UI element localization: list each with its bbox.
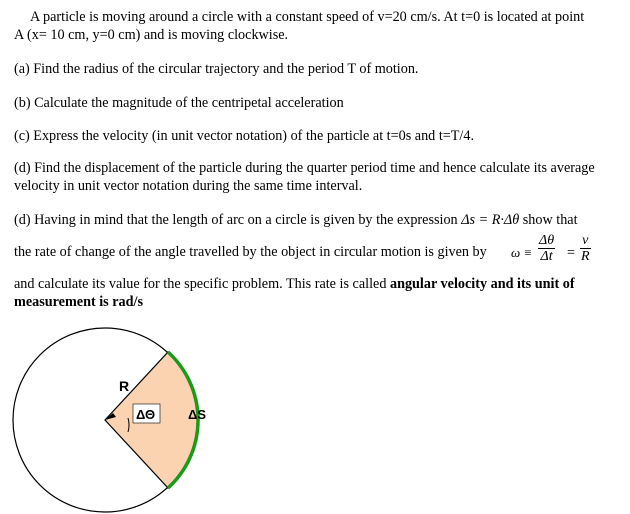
part-e-line-4: measurement is rad/s [14,294,143,310]
part-c-text: (c) Express the velocity (in unit vector notation) of the particle at t=0s and t=T/4. [14,128,475,144]
intro-line-1: A particle is moving around a circle with a constant speed of v=20 cm/s. At t=0 is located at point [30,9,585,25]
part-d-line-1: (d) Find the displacement of the particle during the quarter period time and hence calculate its average [14,160,595,176]
arc-length-label: ΔS [188,407,207,422]
equals-sign: = [567,245,576,261]
omega-definition: ω ≡ [511,245,533,260]
part-d-line-2: velocity in unit vector notation during the same time interval. [14,178,363,194]
part-e-line-1-text: (d) Having in mind that the length of arc on a circle is given by the expression [14,212,458,228]
arc-length-equation: Δs = R·Δθ [461,212,520,228]
part-e-line-3-text: and calculate its value for the specific problem. This rate is called [14,276,387,292]
angle-label: ΔΘ [136,407,156,422]
part-e-line-1-end: show that [522,212,578,228]
speed-v: v [580,233,591,249]
part-b-text: (b) Calculate the magnitude of the centripetal acceleration [14,95,344,111]
delta-theta: Δθ [539,233,555,248]
angular-velocity-term: angular velocity [389,276,488,292]
part-e-line-3-end: and its unit of [490,276,575,292]
intro-line-2: A (x= 10 cm, y=0 cm) and is moving clockwise. [14,27,289,43]
delta-t: Δt [540,249,553,264]
part-a-text: (a) Find the radius of the circular trajectory and the period T of motion. [14,61,419,77]
radius-r: R [581,249,590,264]
part-e-line-2: the rate of change of the angle travelled by the object in circular motion is given by [14,244,487,260]
radius-label: R [119,378,130,394]
